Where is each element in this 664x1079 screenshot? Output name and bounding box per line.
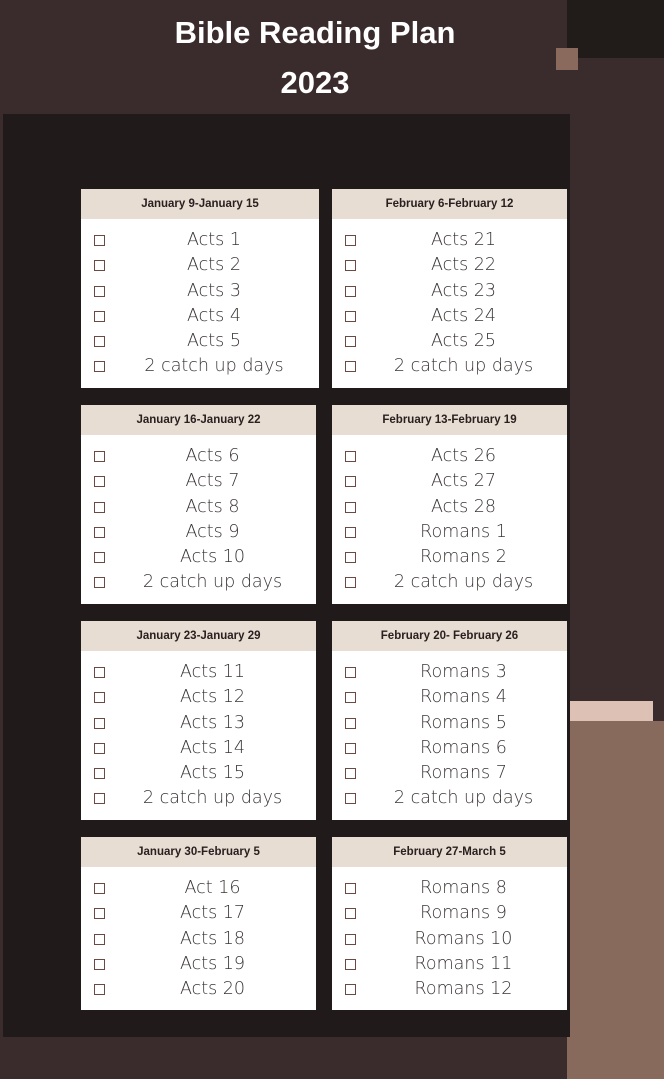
reading-label: Romans 9 — [420, 903, 507, 924]
reading-label: Acts 2 — [187, 255, 241, 276]
reading-label: Acts 3 — [187, 280, 241, 301]
week-card — [332, 837, 567, 1010]
reading-checkbox[interactable] — [345, 502, 356, 513]
reading-label: Acts 10 — [179, 547, 246, 568]
reading-label: Romans 11 — [414, 953, 513, 974]
reading-item — [332, 469, 567, 494]
reading-checkbox[interactable] — [94, 768, 105, 779]
reading-item — [332, 570, 567, 595]
reading-item — [81, 495, 316, 520]
reading-label: Acts 20 — [179, 979, 246, 1000]
reading-item — [81, 545, 316, 570]
reading-label: Acts 15 — [179, 763, 246, 784]
reading-item — [81, 304, 319, 329]
page-year: 2023 — [280, 65, 350, 100]
reading-item — [81, 876, 316, 901]
reading-label: 2 catch up days — [144, 356, 284, 377]
reading-label: Acts 25 — [430, 331, 497, 352]
reading-item — [332, 786, 567, 811]
reading-item — [332, 495, 567, 520]
reading-item — [332, 520, 567, 545]
reading-checkbox[interactable] — [94, 502, 105, 513]
reading-label: Acts 14 — [179, 737, 246, 758]
reading-checkbox[interactable] — [345, 692, 356, 703]
reading-label: Romans 1 — [420, 521, 507, 542]
reading-checkbox[interactable] — [94, 793, 105, 804]
reading-item — [332, 329, 567, 354]
week-heading: February 20- February 26 — [332, 621, 567, 651]
reading-item — [81, 520, 316, 545]
reading-list — [81, 867, 316, 1002]
reading-item — [81, 329, 319, 354]
reading-item — [332, 354, 567, 379]
reading-label: 2 catch up days — [393, 572, 534, 593]
reading-label: Romans 3 — [420, 662, 507, 682]
week-card — [81, 621, 316, 820]
reading-list — [81, 219, 319, 380]
reading-label: Romans 4 — [420, 687, 507, 708]
reading-item — [81, 570, 316, 595]
reading-checkbox[interactable] — [345, 552, 356, 563]
reading-checkbox[interactable] — [345, 984, 356, 995]
reading-item — [332, 685, 567, 710]
reading-checkbox[interactable] — [345, 311, 356, 322]
accent-pillar — [567, 721, 664, 1079]
reading-label: Acts 21 — [430, 230, 497, 250]
reading-checkbox[interactable] — [345, 718, 356, 729]
reading-checkbox[interactable] — [94, 286, 105, 297]
reading-label: Romans 10 — [414, 928, 513, 949]
week-heading: January 16-January 22 — [81, 405, 316, 435]
reading-checkbox[interactable] — [345, 908, 356, 919]
reading-checkbox[interactable] — [345, 336, 356, 347]
reading-label: Acts 28 — [430, 496, 497, 517]
reading-checkbox[interactable] — [94, 260, 105, 271]
reading-item — [81, 279, 319, 304]
reading-item — [332, 304, 567, 329]
week-heading: February 6-February 12 — [332, 189, 567, 219]
reading-list — [332, 651, 567, 812]
reading-label: Acts 4 — [187, 305, 241, 326]
reading-label: 2 catch up days — [393, 356, 534, 377]
reading-checkbox[interactable] — [94, 527, 105, 538]
week-heading: January 23-January 29 — [81, 621, 316, 651]
reading-label: Acts 5 — [187, 331, 241, 352]
reading-checkbox[interactable] — [345, 883, 356, 894]
reading-checkbox[interactable] — [345, 527, 356, 538]
reading-checkbox[interactable] — [345, 476, 356, 487]
reading-checkbox[interactable] — [345, 577, 356, 588]
week-heading: February 27-March 5 — [332, 837, 567, 867]
reading-item — [332, 279, 567, 304]
reading-label: Acts 6 — [185, 446, 240, 466]
reading-label: 2 catch up days — [393, 788, 534, 809]
reading-checkbox[interactable] — [94, 908, 105, 919]
reading-item — [332, 711, 567, 736]
reading-item — [81, 901, 316, 926]
reading-label: Acts 27 — [430, 471, 497, 492]
reading-checkbox[interactable] — [345, 286, 356, 297]
reading-item — [81, 952, 316, 977]
week-heading: January 9-January 15 — [81, 189, 319, 219]
reading-list — [81, 435, 316, 596]
reading-checkbox[interactable] — [345, 451, 356, 462]
reading-checkbox[interactable] — [94, 552, 105, 563]
reading-item — [332, 901, 567, 926]
week-card — [332, 189, 567, 388]
reading-checkbox[interactable] — [345, 959, 356, 970]
reading-list — [332, 867, 567, 1002]
reading-item — [332, 761, 567, 786]
week-card — [81, 837, 316, 1010]
reading-checkbox[interactable] — [345, 793, 356, 804]
reading-label: Acts 19 — [179, 953, 246, 974]
reading-item — [81, 469, 316, 494]
reading-item — [332, 736, 567, 761]
reading-label: Acts 9 — [185, 521, 240, 542]
week-heading: February 13-February 19 — [332, 405, 567, 435]
reading-label: Acts 11 — [179, 662, 246, 682]
reading-label: Romans 2 — [420, 547, 507, 568]
reading-checkbox[interactable] — [345, 743, 356, 754]
reading-checkbox[interactable] — [94, 235, 105, 246]
reading-item — [332, 660, 567, 685]
reading-item — [332, 876, 567, 901]
reading-label: Acts 8 — [185, 496, 240, 517]
reading-checkbox[interactable] — [94, 451, 105, 462]
reading-checkbox[interactable] — [94, 984, 105, 995]
reading-checkbox[interactable] — [94, 743, 105, 754]
reading-label: Act 16 — [184, 878, 241, 898]
reading-label: Acts 23 — [430, 280, 497, 301]
week-heading: January 30-February 5 — [81, 837, 316, 867]
reading-item — [332, 444, 567, 469]
week-card — [81, 189, 319, 388]
reading-checkbox[interactable] — [94, 934, 105, 945]
reading-list — [332, 435, 567, 596]
reading-item — [332, 952, 567, 977]
reading-label: Acts 12 — [179, 687, 246, 708]
reading-checkbox[interactable] — [94, 311, 105, 322]
reading-label: Acts 26 — [430, 446, 497, 466]
week-card — [332, 405, 567, 604]
reading-item — [81, 761, 316, 786]
reading-label: Romans 12 — [414, 979, 513, 1000]
reading-checkbox[interactable] — [94, 692, 105, 703]
reading-list — [332, 219, 567, 380]
reading-checkbox[interactable] — [94, 959, 105, 970]
reading-item — [81, 736, 316, 761]
reading-label: Acts 22 — [430, 255, 497, 276]
reading-item — [332, 545, 567, 570]
reading-list — [81, 651, 316, 812]
reading-item — [81, 927, 316, 952]
reading-item — [332, 977, 567, 1002]
reading-label: Acts 13 — [179, 712, 246, 733]
reading-checkbox[interactable] — [345, 768, 356, 779]
reading-label: Acts 24 — [430, 305, 497, 326]
reading-checkbox[interactable] — [345, 934, 356, 945]
page-title: Bible Reading Plan — [174, 15, 456, 50]
reading-label: Romans 8 — [420, 878, 507, 898]
reading-checkbox[interactable] — [94, 336, 105, 347]
reading-label: Romans 6 — [420, 737, 507, 758]
reading-item — [81, 786, 316, 811]
reading-label: 2 catch up days — [142, 572, 283, 593]
reading-label: Romans 7 — [420, 763, 507, 784]
reading-checkbox[interactable] — [94, 667, 105, 678]
reading-label: Romans 5 — [420, 712, 507, 733]
week-card — [81, 405, 316, 604]
reading-item — [332, 927, 567, 952]
reading-checkbox[interactable] — [345, 361, 356, 372]
reading-label: Acts 18 — [179, 928, 246, 949]
reading-checkbox[interactable] — [345, 235, 356, 246]
reading-item — [81, 660, 316, 685]
reading-item — [332, 228, 567, 253]
reading-checkbox[interactable] — [345, 260, 356, 271]
reading-item — [81, 354, 319, 379]
reading-checkbox[interactable] — [94, 718, 105, 729]
reading-item — [81, 685, 316, 710]
reading-checkbox[interactable] — [94, 883, 105, 894]
reading-checkbox[interactable] — [345, 667, 356, 678]
reading-item — [332, 253, 567, 278]
reading-checkbox[interactable] — [94, 476, 105, 487]
reading-checkbox[interactable] — [94, 577, 105, 588]
reading-label: Acts 1 — [187, 230, 241, 250]
reading-checkbox[interactable] — [94, 361, 105, 372]
reading-item — [81, 711, 316, 736]
reading-item — [81, 977, 316, 1002]
accent-bar — [570, 701, 653, 723]
reading-label: Acts 7 — [185, 471, 240, 492]
reading-item — [81, 444, 316, 469]
week-card — [332, 621, 567, 820]
reading-label: 2 catch up days — [142, 788, 283, 809]
reading-item — [81, 228, 319, 253]
reading-label: Acts 17 — [179, 903, 246, 924]
reading-item — [81, 253, 319, 278]
